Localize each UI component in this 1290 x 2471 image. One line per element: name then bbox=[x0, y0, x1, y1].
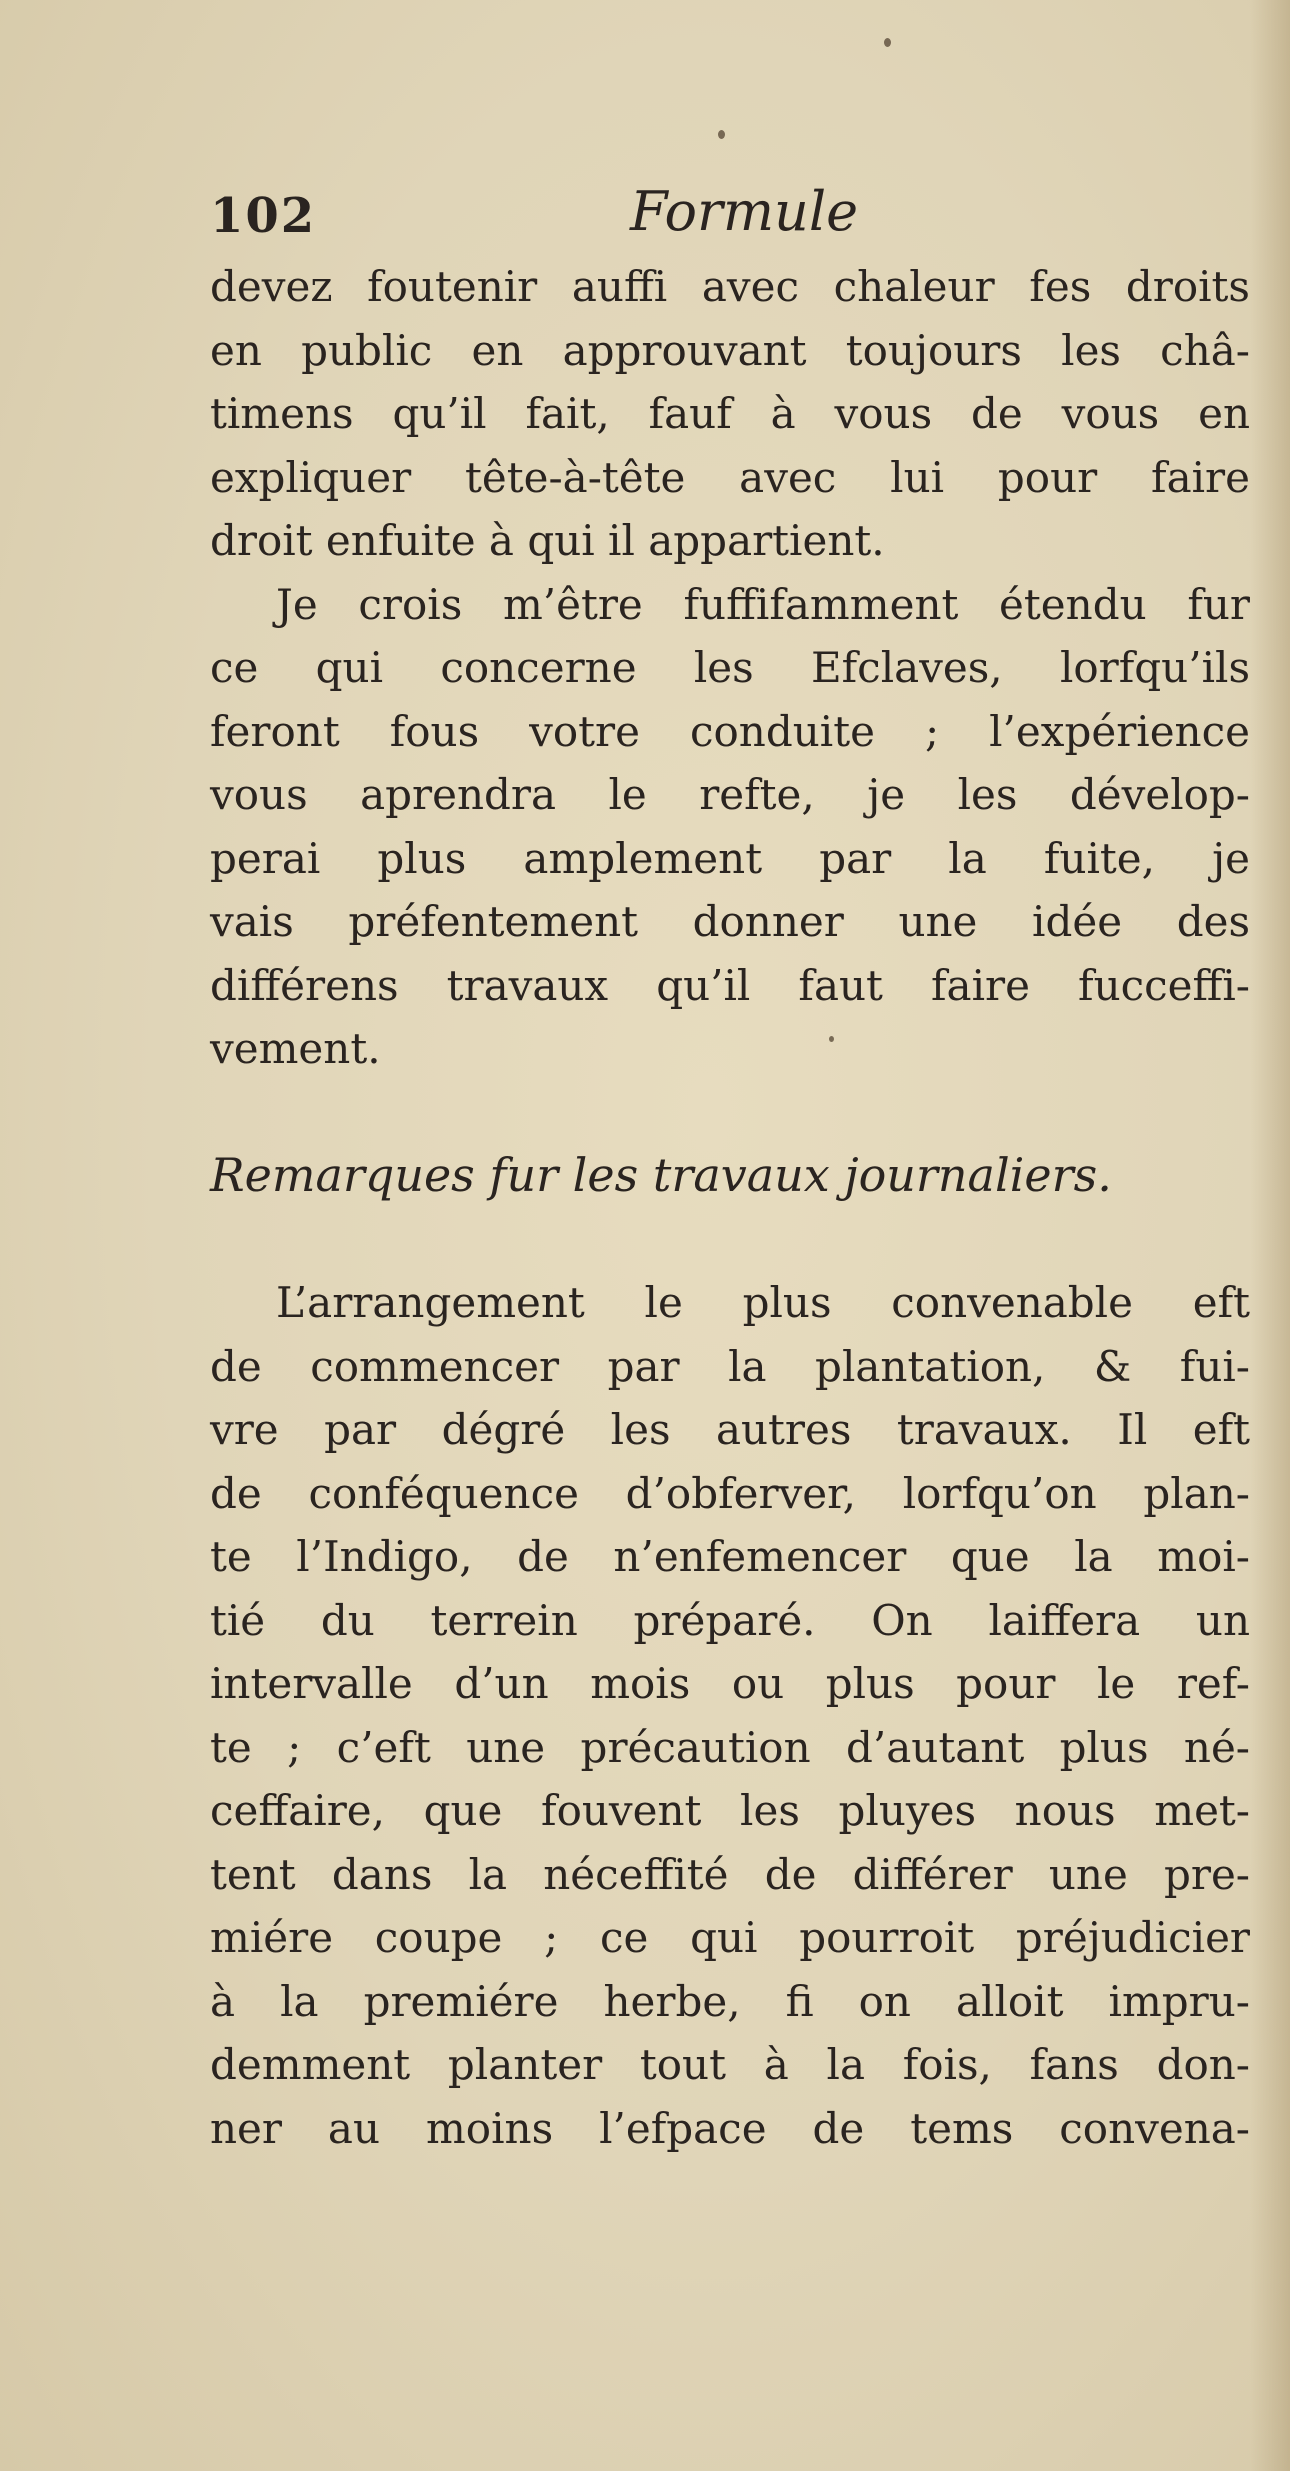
text-line: vais préfentement donner une idée des bbox=[210, 897, 1250, 946]
text-line: vement. bbox=[210, 1024, 381, 1073]
text-line: ner au moins l’efpace de tems convena- bbox=[210, 2103, 1250, 2153]
text-line: en public en approuvant toujours les châ- bbox=[210, 325, 1250, 375]
text-line: vous aprendra le refte, je les dévelop- bbox=[210, 770, 1250, 819]
body-text bbox=[210, 255, 1250, 2160]
ink-speck bbox=[718, 130, 725, 139]
text-line: ceffaire, que fouvent les pluyes nous met- bbox=[210, 1786, 1250, 1835]
text-line: demment planter tout à la fois, fans don- bbox=[210, 2040, 1250, 2089]
text-line: feront fous votre conduite ; l’expérience bbox=[210, 706, 1250, 756]
text-line: vre par dégré les autres travaux. Il eft bbox=[210, 1405, 1250, 1454]
ink-speck bbox=[884, 38, 891, 47]
text-line: différens travaux qu’il faut faire fucceffi- bbox=[210, 960, 1250, 1010]
text-line: expliquer tête-à-tête avec lui pour faire bbox=[210, 452, 1250, 502]
blank-line bbox=[210, 1081, 1250, 1145]
section-heading: Remarques fur les travaux journaliers. bbox=[210, 1148, 1112, 1202]
text-line: ce qui concerne les Efclaves, lorfqu’ils bbox=[210, 643, 1250, 692]
text-line: intervalle d’un mois ou plus pour le ref- bbox=[210, 1659, 1250, 1708]
text-line: Je crois m’être fuffifamment étendu fur bbox=[276, 579, 1250, 629]
text-line: perai plus amplement par la fuite, je bbox=[210, 833, 1250, 883]
text-line: miére coupe ; ce qui pourroit préjudicier bbox=[210, 1913, 1250, 1962]
text-line: L’arrangement le plus convenable eft bbox=[276, 1278, 1250, 1327]
text-line: timens qu’il fait, fauf à vous de vous en bbox=[210, 389, 1250, 438]
text-line: droit enfuite à qui il appartient. bbox=[210, 516, 885, 565]
text-line: à la premiére herbe, fi on alloit impru- bbox=[210, 1976, 1250, 2026]
text-line: de commencer par la plantation, & fui- bbox=[210, 1341, 1250, 1391]
text-line: te ; c’eft une précaution d’autant plus né- bbox=[210, 1722, 1250, 1772]
page-number: 102 bbox=[210, 188, 317, 244]
text-line: devez foutenir auffi avec chaleur fes droits bbox=[210, 262, 1250, 311]
text-line: tent dans la néceffité de différer une pre- bbox=[210, 1849, 1250, 1899]
page-edge-shadow bbox=[1250, 0, 1290, 2471]
text-line: te l’Indigo, de n’enfemencer que la moi- bbox=[210, 1532, 1250, 1581]
blank-line bbox=[210, 1208, 1250, 1272]
text-line: tié du terrein préparé. On laiffera un bbox=[210, 1595, 1250, 1645]
text-line: de conféquence d’obferver, lorfqu’on plan- bbox=[210, 1468, 1250, 1518]
running-title: Formule bbox=[630, 180, 859, 243]
